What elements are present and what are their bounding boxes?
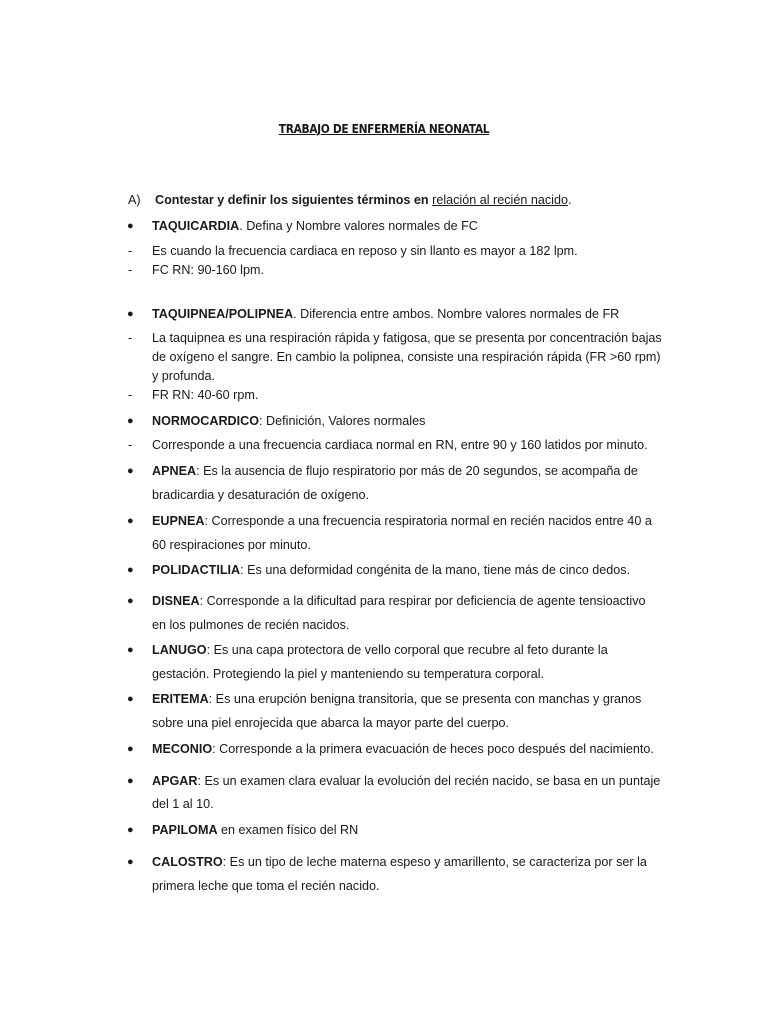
- bullet-icon: ●: [127, 644, 134, 656]
- item-calostro: [152, 854, 647, 870]
- bullet-icon: ●: [127, 775, 134, 787]
- term-rest: : Corresponde a la primera evacuación de heces poco después del nacimiento.: [212, 742, 654, 756]
- term-rest: : Corresponde a una frecuencia respiratoria normal en recién nacidos entre 40 a: [204, 514, 652, 528]
- answer-line: Corresponde a una frecuencia cardiaca normal en RN, entre 90 y 160 latidos por minuto.: [152, 438, 648, 452]
- item-disnea: [152, 593, 646, 609]
- term-rest: : Definición, Valores normales: [259, 414, 426, 428]
- answer-line: Es cuando la frecuencia cardiaca en reposo y sin llanto es mayor a 182 lpm.: [152, 244, 578, 258]
- term-rest: : Es un tipo de leche materna espeso y amarillento, se caracteriza por ser la: [222, 855, 647, 869]
- term: LANUGO: [152, 643, 207, 657]
- item-continuation: sobre una piel enrojecida que abarca la mayor parte del cuerpo.: [152, 716, 510, 730]
- item-lanugo: [152, 642, 608, 658]
- bullet-icon: ●: [127, 308, 134, 320]
- term: TAQUICARDIA: [152, 219, 240, 233]
- bullet-icon: ●: [127, 824, 134, 836]
- term: PAPILOMA: [152, 823, 218, 837]
- dash-icon: -: [128, 388, 133, 402]
- item-continuation: gestación. Protegiendo la piel y manteniendo su temperatura corporal.: [152, 667, 545, 681]
- term-rest: : Es una erupción benigna transitoria, que se presenta con manchas y granos: [208, 692, 642, 706]
- item-meconio: [152, 741, 654, 757]
- item-continuation: 60 respiraciones por minuto.: [152, 538, 311, 552]
- term: TAQUIPNEA/POLIPNEA: [152, 307, 294, 321]
- dash-icon: -: [128, 331, 133, 345]
- intro-line: [128, 193, 571, 207]
- item-continuation: del 1 al 10.: [152, 797, 214, 811]
- intro-end: .: [567, 193, 572, 207]
- answer-line: FC RN: 90-160 lpm.: [152, 263, 264, 277]
- term: APGAR: [152, 774, 198, 788]
- section-letter: A): [128, 193, 141, 207]
- bullet-icon: ●: [127, 415, 134, 427]
- answer-line: de oxígeno el sangre. En cambio la polipnea, consiste una respiración rápida (FR >60 rpm): [152, 350, 661, 364]
- intro-underlined: relación al recién nacido: [432, 193, 568, 207]
- bullet-icon: ●: [127, 564, 134, 576]
- item-continuation: en los pulmones de recién nacidos.: [152, 618, 350, 632]
- item-taquipnea: [152, 306, 619, 322]
- bullet-icon: ●: [127, 595, 134, 607]
- term-rest: en examen físico del RN: [217, 823, 359, 837]
- item-normocardico: [152, 413, 425, 429]
- term-rest: : Es una deformidad congénita de la mano, tiene más de cinco dedos.: [240, 563, 631, 577]
- term-rest: . Defina y Nombre valores normales de FC: [239, 219, 478, 233]
- item-polidactilia: [152, 562, 630, 578]
- term: CALOSTRO: [152, 855, 223, 869]
- term-rest: . Diferencia entre ambos. Nombre valores normales de FR: [293, 307, 620, 321]
- term: POLIDACTILIA: [152, 563, 241, 577]
- item-eupnea: [152, 513, 652, 529]
- document-title: TRABAJO DE ENFERMERÍA NEONATAL: [278, 121, 490, 136]
- term-rest: : Corresponde a la dificultad para respirar por deficiencia de agente tensioactivo: [199, 594, 646, 608]
- item-apgar: [152, 773, 660, 789]
- bullet-icon: ●: [127, 743, 134, 755]
- bullet-icon: ●: [127, 856, 134, 868]
- term-rest: : Es la ausencia de flujo respiratorio por más de 20 segundos, se acompaña de: [196, 464, 638, 478]
- term: EUPNEA: [152, 514, 205, 528]
- bullet-icon: ●: [127, 693, 134, 705]
- term-rest: : Es un examen clara evaluar la evolución del recién nacido, se basa en un puntaje: [197, 774, 661, 788]
- item-continuation: bradicardia y desaturación de oxígeno.: [152, 488, 370, 502]
- item-eritema: [152, 691, 641, 707]
- dash-icon: -: [128, 438, 133, 452]
- term: NORMOCARDICO: [152, 414, 260, 428]
- bullet-icon: ●: [127, 515, 134, 527]
- dash-icon: -: [128, 244, 133, 258]
- term: MECONIO: [152, 742, 213, 756]
- term: DISNEA: [152, 594, 200, 608]
- bullet-icon: ●: [127, 220, 134, 232]
- item-apnea: [152, 463, 638, 479]
- answer-line: y profunda.: [152, 369, 216, 383]
- answer-line: La taquipnea es una respiración rápida y fatigosa, que se presenta por concentración bajas: [152, 331, 662, 345]
- item-taquicardia: [152, 218, 478, 234]
- item-papiloma: [152, 822, 358, 838]
- intro-instruction: Contestar y definir los siguientes términos en: [155, 193, 429, 207]
- bullet-icon: ●: [127, 465, 134, 477]
- term-rest: : Es una capa protectora de vello corporal que recubre al feto durante la: [206, 643, 608, 657]
- term: ERITEMA: [152, 692, 209, 706]
- dash-icon: -: [128, 263, 133, 277]
- term: APNEA: [152, 464, 197, 478]
- item-continuation: primera leche que toma el recién nacido.: [152, 879, 380, 893]
- answer-line: FR RN: 40-60 rpm.: [152, 388, 259, 402]
